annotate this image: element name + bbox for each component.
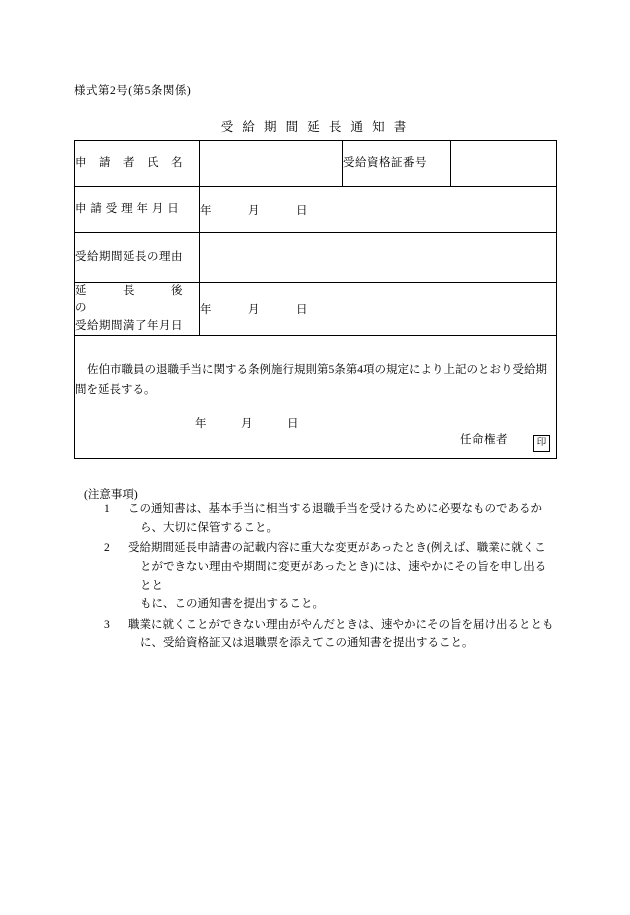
note-line: 職業に就くことができない理由がやんだときは、速やかにその旨を届け出るととも (128, 618, 554, 631)
note-text (128, 539, 554, 614)
list-item (104, 500, 554, 537)
note-line: この通知書は、基本手当に相当する退職手当を受けるために必要なものであるか (128, 503, 542, 515)
table-row (75, 233, 557, 283)
certificate-number-label: 受給資格証番号 (343, 141, 451, 187)
note-text (128, 500, 554, 537)
note-line: 受給期間延長申請書の記載内容に重大な変更があったとき(例えば、職業に就くこ (128, 542, 546, 555)
note-line: ら、大切に保管すること。 (140, 521, 278, 534)
application-received-date-label: 申 請 受 理 年 月 日 (75, 187, 200, 233)
statement-cell (75, 335, 557, 458)
extended-expiry-label-line1: 延 長 後 の (75, 285, 219, 315)
table-row (75, 141, 557, 187)
appointer-label: 任命権者 (460, 433, 508, 446)
seal-box: 印 (533, 435, 550, 452)
statement-body: 佐伯市職員の退職手当に関する条例施行規則第5条第4項の規定により上記のとおり受給期間を延長する。 (75, 363, 547, 396)
list-item (104, 539, 554, 614)
table-row (75, 187, 557, 233)
application-received-date-field[interactable]: 年 月 日 (200, 187, 557, 233)
note-line: もに、この通知書を提出すること。 (140, 598, 324, 611)
note-number: 2 (104, 542, 110, 555)
page-title: 受 給 期 間 延 長 通 知 書 (220, 120, 410, 134)
extended-expiry-label (75, 283, 219, 336)
extension-reason-label: 受給期間延長の理由 (75, 233, 200, 283)
list-item (104, 616, 554, 653)
notes-list (104, 500, 554, 655)
extended-expiry-date-field[interactable]: 年 月 日 (200, 283, 557, 336)
table-row (75, 283, 557, 336)
extension-reason-field[interactable] (200, 233, 557, 283)
statement-date-field[interactable]: 年 月 日 (195, 417, 299, 430)
extended-expiry-label-line2: 受給期間満了年月日 (75, 319, 183, 332)
notes-heading: (注意事項) (84, 489, 138, 501)
applicant-name-field[interactable] (200, 141, 343, 187)
table-row (75, 335, 557, 458)
form-number: 様式第2号(第5条関係) (74, 85, 192, 97)
applicant-name-label: 申 請 者 氏 名 (75, 141, 200, 187)
note-number: 1 (104, 503, 110, 515)
notification-form-table (74, 140, 557, 459)
note-number: 3 (104, 618, 110, 631)
note-text (128, 616, 554, 653)
note-line: とができない理由や期間に変更があったとき)には、速やかにその旨を申し出るとと (140, 560, 547, 592)
certificate-number-field[interactable] (451, 141, 557, 187)
note-line: に、受給資格証又は退職票を添えてこの通知書を提出すること。 (140, 637, 474, 650)
